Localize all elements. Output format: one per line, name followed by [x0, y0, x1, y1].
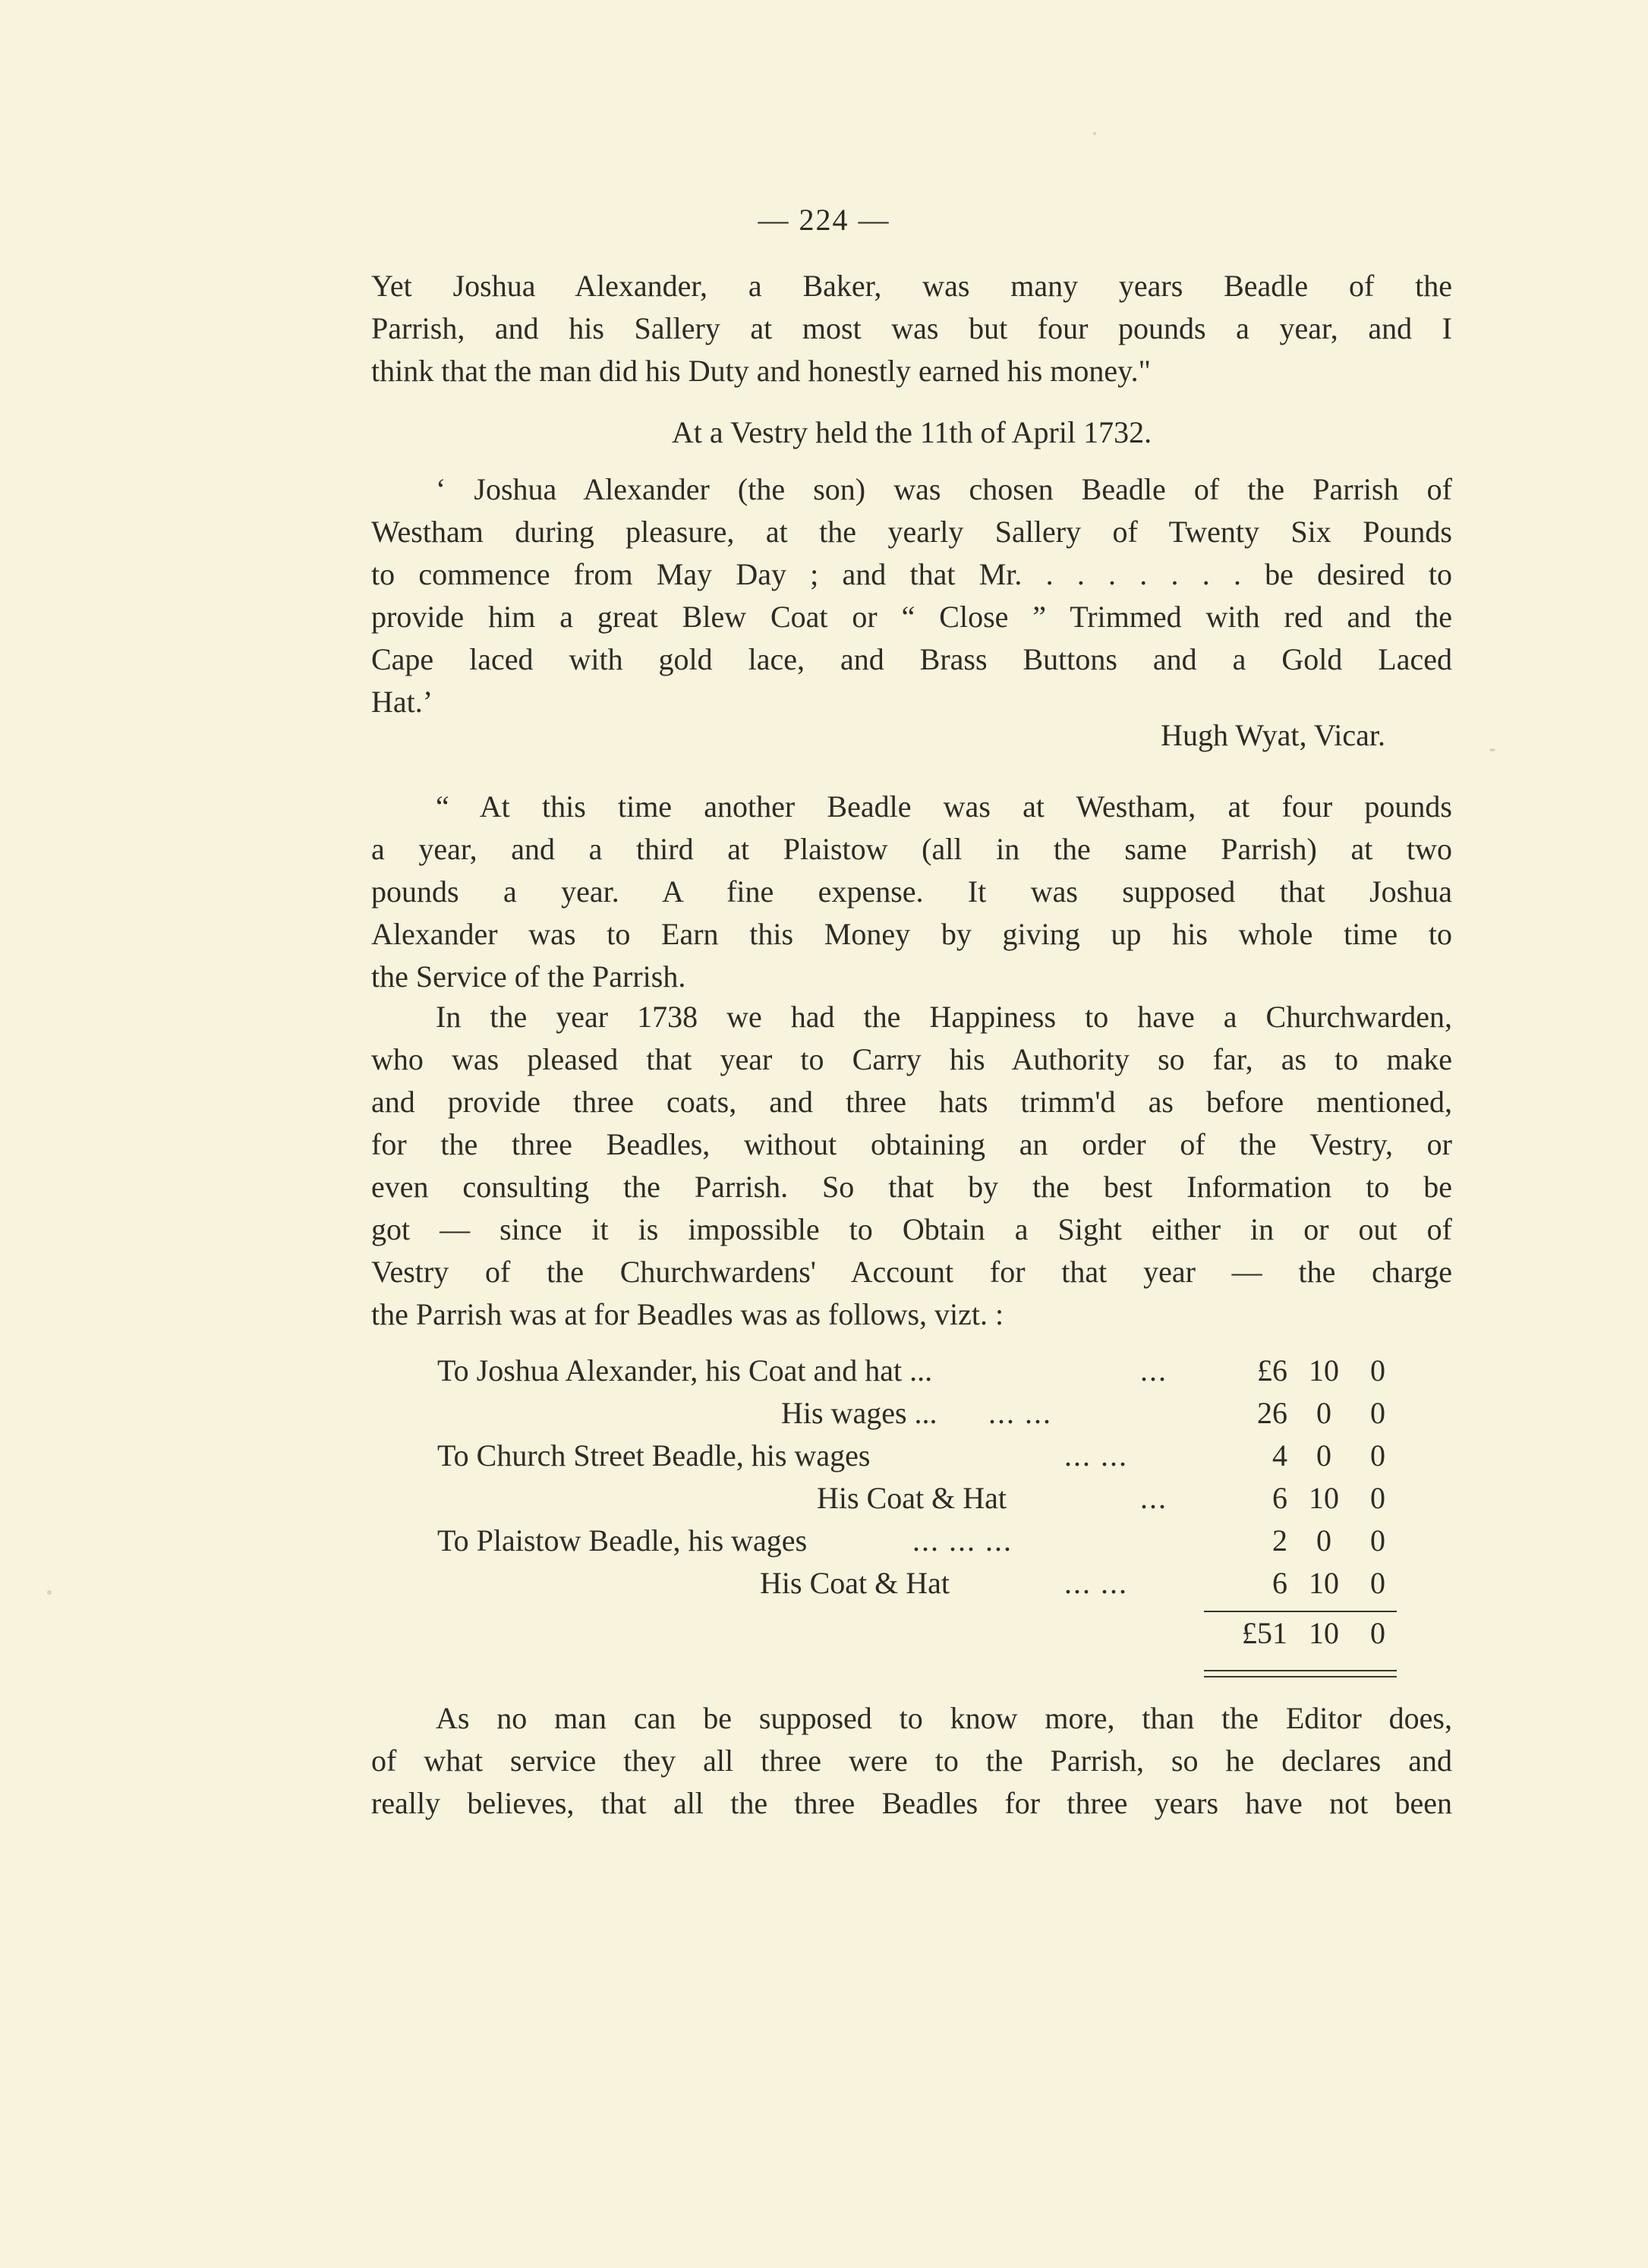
amount-shillings: 10: [1309, 1481, 1339, 1515]
amount-shillings: 0: [1316, 1396, 1331, 1430]
text-line: Yet Joshua Alexander, a Baker, was many years Beadle of the: [371, 269, 1452, 303]
text-line: for the three Beadles, without obtaining an order of the Vestry, or: [371, 1127, 1452, 1161]
account-row: [437, 1350, 1401, 1392]
account-label: His Coat & Hat: [760, 1566, 950, 1600]
text-line: Vestry of the Churchwardens' Account for that year — the charge: [371, 1255, 1452, 1289]
amount-pence: 0: [1370, 1523, 1385, 1558]
signature: Hugh Wyat, Vicar.: [1161, 718, 1385, 752]
text-line: provide him a great Blew Coat or “ Close ” Trimmed with red and the: [371, 600, 1452, 634]
text-line: even consulting the Parrish. So that by the best Information to be: [371, 1170, 1452, 1204]
account-leader-dots: ... ...: [988, 1396, 1052, 1430]
text-line: the Parrish was at for Beadles was as follows, vizt. :: [371, 1297, 1004, 1331]
amount-pence: 0: [1370, 1438, 1385, 1473]
text-line: ‘ Joshua Alexander (the son) was chosen Beadle of the Parrish of: [436, 472, 1452, 506]
account-row: [437, 1435, 1401, 1477]
amount-pence: 0: [1370, 1481, 1385, 1515]
amount-shillings: 0: [1316, 1438, 1331, 1473]
amount-pounds: 2: [1272, 1523, 1287, 1558]
page-number: — 224 —: [758, 203, 890, 237]
paragraph-5: [371, 1697, 1452, 1825]
text-line: “ At this time another Beadle was at Westham, at four pounds: [436, 789, 1452, 824]
paper-speck: [1093, 132, 1096, 135]
account-label: To Plaistow Beadle, his wages: [437, 1523, 808, 1558]
vestry-heading: At a Vestry held the 11th of April 1732.: [671, 415, 1152, 449]
text-line: Parrish, and his Sallery at most was but four pounds a year, and I: [371, 311, 1452, 345]
text-line: As no man can be supposed to know more, than the Editor does,: [436, 1701, 1452, 1735]
account-label: To Church Street Beadle, his wages: [437, 1438, 871, 1473]
paper-speck: [1489, 748, 1495, 751]
account-row: [437, 1520, 1401, 1562]
total-pounds: £51: [1242, 1616, 1287, 1650]
account-label: His Coat & Hat: [817, 1481, 1007, 1515]
text-line: a year, and a third at Plaistow (all in the same Parrish) at two: [371, 832, 1452, 866]
account-row: [437, 1477, 1401, 1520]
amount-pounds: 4: [1272, 1438, 1287, 1473]
text-line: who was pleased that year to Carry his Authority so far, as to make: [371, 1042, 1452, 1076]
text-line: Cape laced with gold lace, and Brass Buttons and a Gold Laced: [371, 642, 1452, 676]
amount-pence: 0: [1370, 1396, 1385, 1430]
text-line: and provide three coats, and three hats trimm'd as before mentioned,: [371, 1085, 1452, 1119]
text-line: Westham during pleasure, at the yearly Sallery of Twenty Six Pounds: [371, 515, 1452, 549]
account-row: [437, 1392, 1401, 1435]
text-line: of what service they all three were to the Parrish, so he declares and: [371, 1744, 1452, 1778]
text-line: Hat.’: [371, 685, 433, 719]
account-leader-dots: ...: [1140, 1353, 1167, 1388]
account-label: His wages ...: [781, 1396, 937, 1430]
accounts-table: [437, 1350, 1401, 1655]
account-row: [437, 1562, 1401, 1605]
text-line: the Service of the Parrish.: [371, 959, 686, 994]
account-leader-dots: ...: [1140, 1481, 1167, 1515]
paper-speck: [47, 1590, 52, 1595]
account-leader-dots: ... ...: [1064, 1566, 1128, 1600]
account-label: To Joshua Alexander, his Coat and hat ...: [437, 1353, 933, 1388]
amount-shillings: 0: [1316, 1523, 1331, 1558]
paragraph-1: [371, 265, 1452, 392]
amount-pounds: £6: [1257, 1353, 1287, 1388]
text-line: Alexander was to Earn this Money by giving up his whole time to: [371, 917, 1452, 951]
text-line: got — since it is impossible to Obtain a Sight either in or out of: [371, 1212, 1452, 1246]
amount-pounds: 6: [1272, 1481, 1287, 1515]
paragraph-3: [371, 786, 1452, 998]
total-row: [437, 1612, 1401, 1655]
text-line: pounds a year. A fine expense. It was supposed that Joshua: [371, 874, 1452, 909]
amount-pence: 0: [1370, 1353, 1385, 1388]
total-pence: 0: [1370, 1616, 1385, 1650]
text-line: think that the man did his Duty and honestly earned his money.": [371, 354, 1151, 388]
text-line: really believes, that all the three Beadles for three years have not been: [371, 1786, 1452, 1820]
amount-pounds: 6: [1272, 1566, 1287, 1600]
amount-pounds: 26: [1257, 1396, 1287, 1430]
account-leader-dots: ... ... ...: [912, 1523, 1013, 1558]
account-leader-dots: ... ...: [1064, 1438, 1128, 1473]
paragraph-2: [371, 468, 1452, 723]
text-line: In the year 1738 we had the Happiness to have a Churchwarden,: [436, 1000, 1452, 1034]
text-line: to commence from May Day ; and that Mr. . . . . . . . be desired to: [371, 557, 1452, 591]
paragraph-4: [371, 996, 1452, 1336]
total-shillings: 10: [1309, 1616, 1339, 1650]
amount-pence: 0: [1370, 1566, 1385, 1600]
amount-shillings: 10: [1309, 1566, 1339, 1600]
total-double-rule: [1204, 1670, 1397, 1677]
amount-shillings: 10: [1309, 1353, 1339, 1388]
